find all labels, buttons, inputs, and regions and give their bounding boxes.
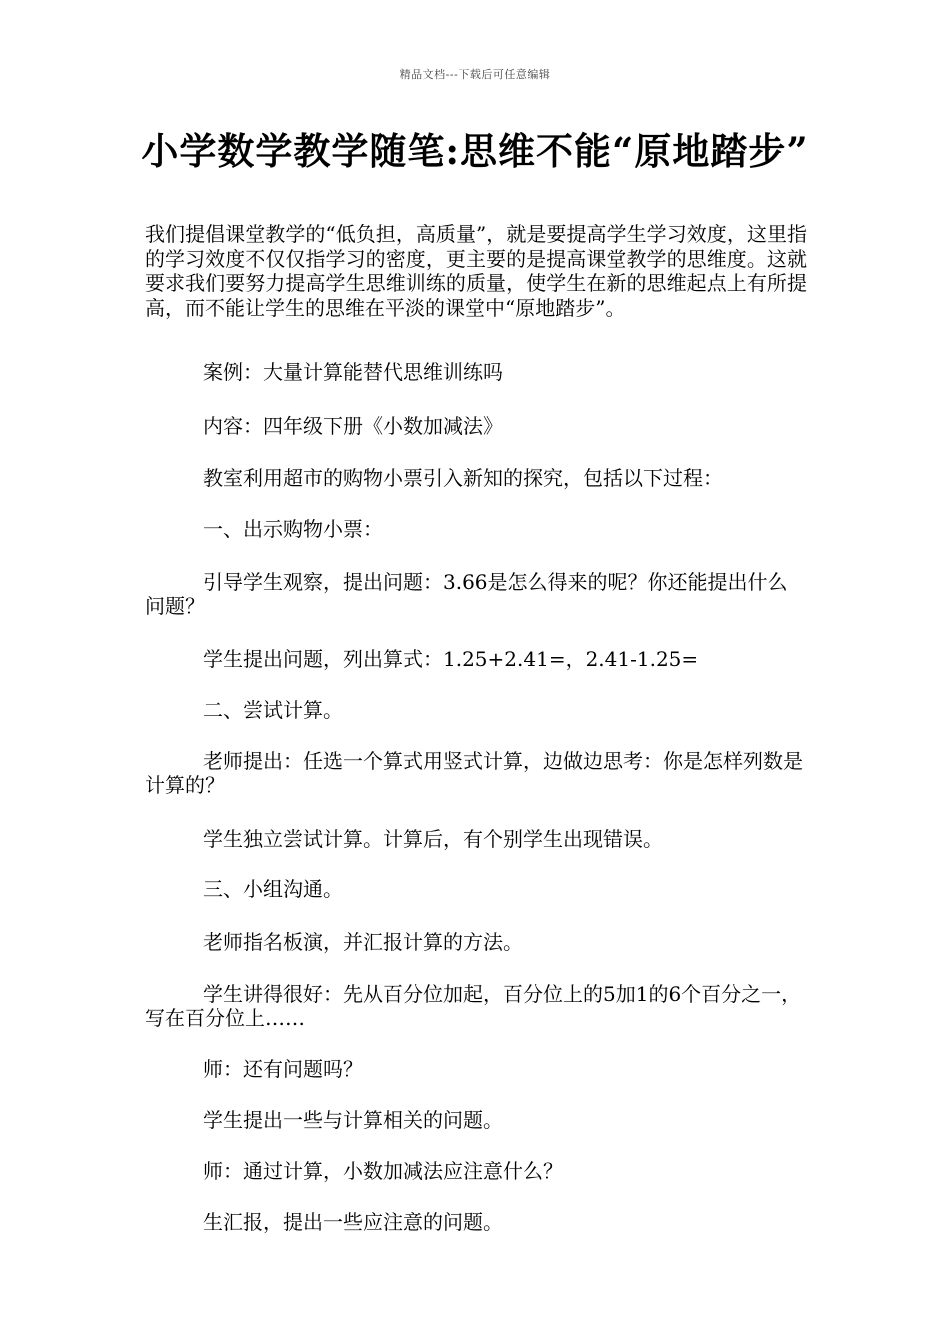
paragraph-step-one: 一、出示购物小票： — [203, 517, 383, 541]
paragraph-process-intro: 教室利用超市的购物小票引入新知的探究，包括以下过程： — [203, 466, 723, 490]
paragraph-teacher-task: 老师提出：任选一个算式用竖式计算，边做边思考：你是怎样列数是计算的？ — [145, 749, 803, 797]
paragraph-student-questions: 学生提出一些与计算相关的问题。 — [203, 1108, 503, 1132]
paragraph-step-three: 三、小组沟通。 — [203, 877, 343, 901]
paragraph-case: 案例：大量计算能替代思维训练吗 — [203, 360, 503, 384]
intro-paragraph: 我们提倡课堂教学的“低负担，高质量”，就是要提高学生学习效度，这里指的学习效度不仅仅指学习的密度，更主要的是提高课堂教学的思维度。这就要求我们要努力提高学生思维训练的质量，使学生在新的思维起点上有所提高，而不能让学生的思维在平淡的课堂中“原地踏步”。 — [145, 222, 807, 320]
paragraph-guide-question: 引导学生观察，提出问题：3.66是怎么得来的呢？你还能提出什么问题？ — [145, 570, 788, 618]
paragraph-formulas: 学生提出问题，列出算式：1.25+2.41=，2.41-1.25= — [203, 647, 699, 671]
paragraph-step-two: 二、尝试计算。 — [203, 698, 343, 722]
paragraph-student-attempt: 学生独立尝试计算。计算后，有个别学生出现错误。 — [203, 827, 663, 851]
paragraph-teacher-question: 师：还有问题吗？ — [203, 1057, 363, 1081]
paragraph-student-explain: 学生讲得很好：先从百分位加起，百分位上的5加1的6个百分之一，写在百分位上…… — [145, 982, 802, 1030]
paragraph-teacher-attention: 师：通过计算，小数加减法应注意什么？ — [203, 1159, 563, 1183]
paragraph-board-demo: 老师指名板演，并汇报计算的方法。 — [203, 930, 523, 954]
document-title: 小学数学教学随笔:思维不能“原地踏步” — [141, 129, 809, 173]
header-note: 精品文档---下载后可任意编辑 — [399, 68, 551, 81]
document-body — [145, 222, 807, 1234]
paragraph-student-report: 生汇报，提出一些应注意的问题。 — [203, 1210, 503, 1234]
paragraph-content: 内容：四年级下册《小数加减法》 — [203, 414, 503, 438]
